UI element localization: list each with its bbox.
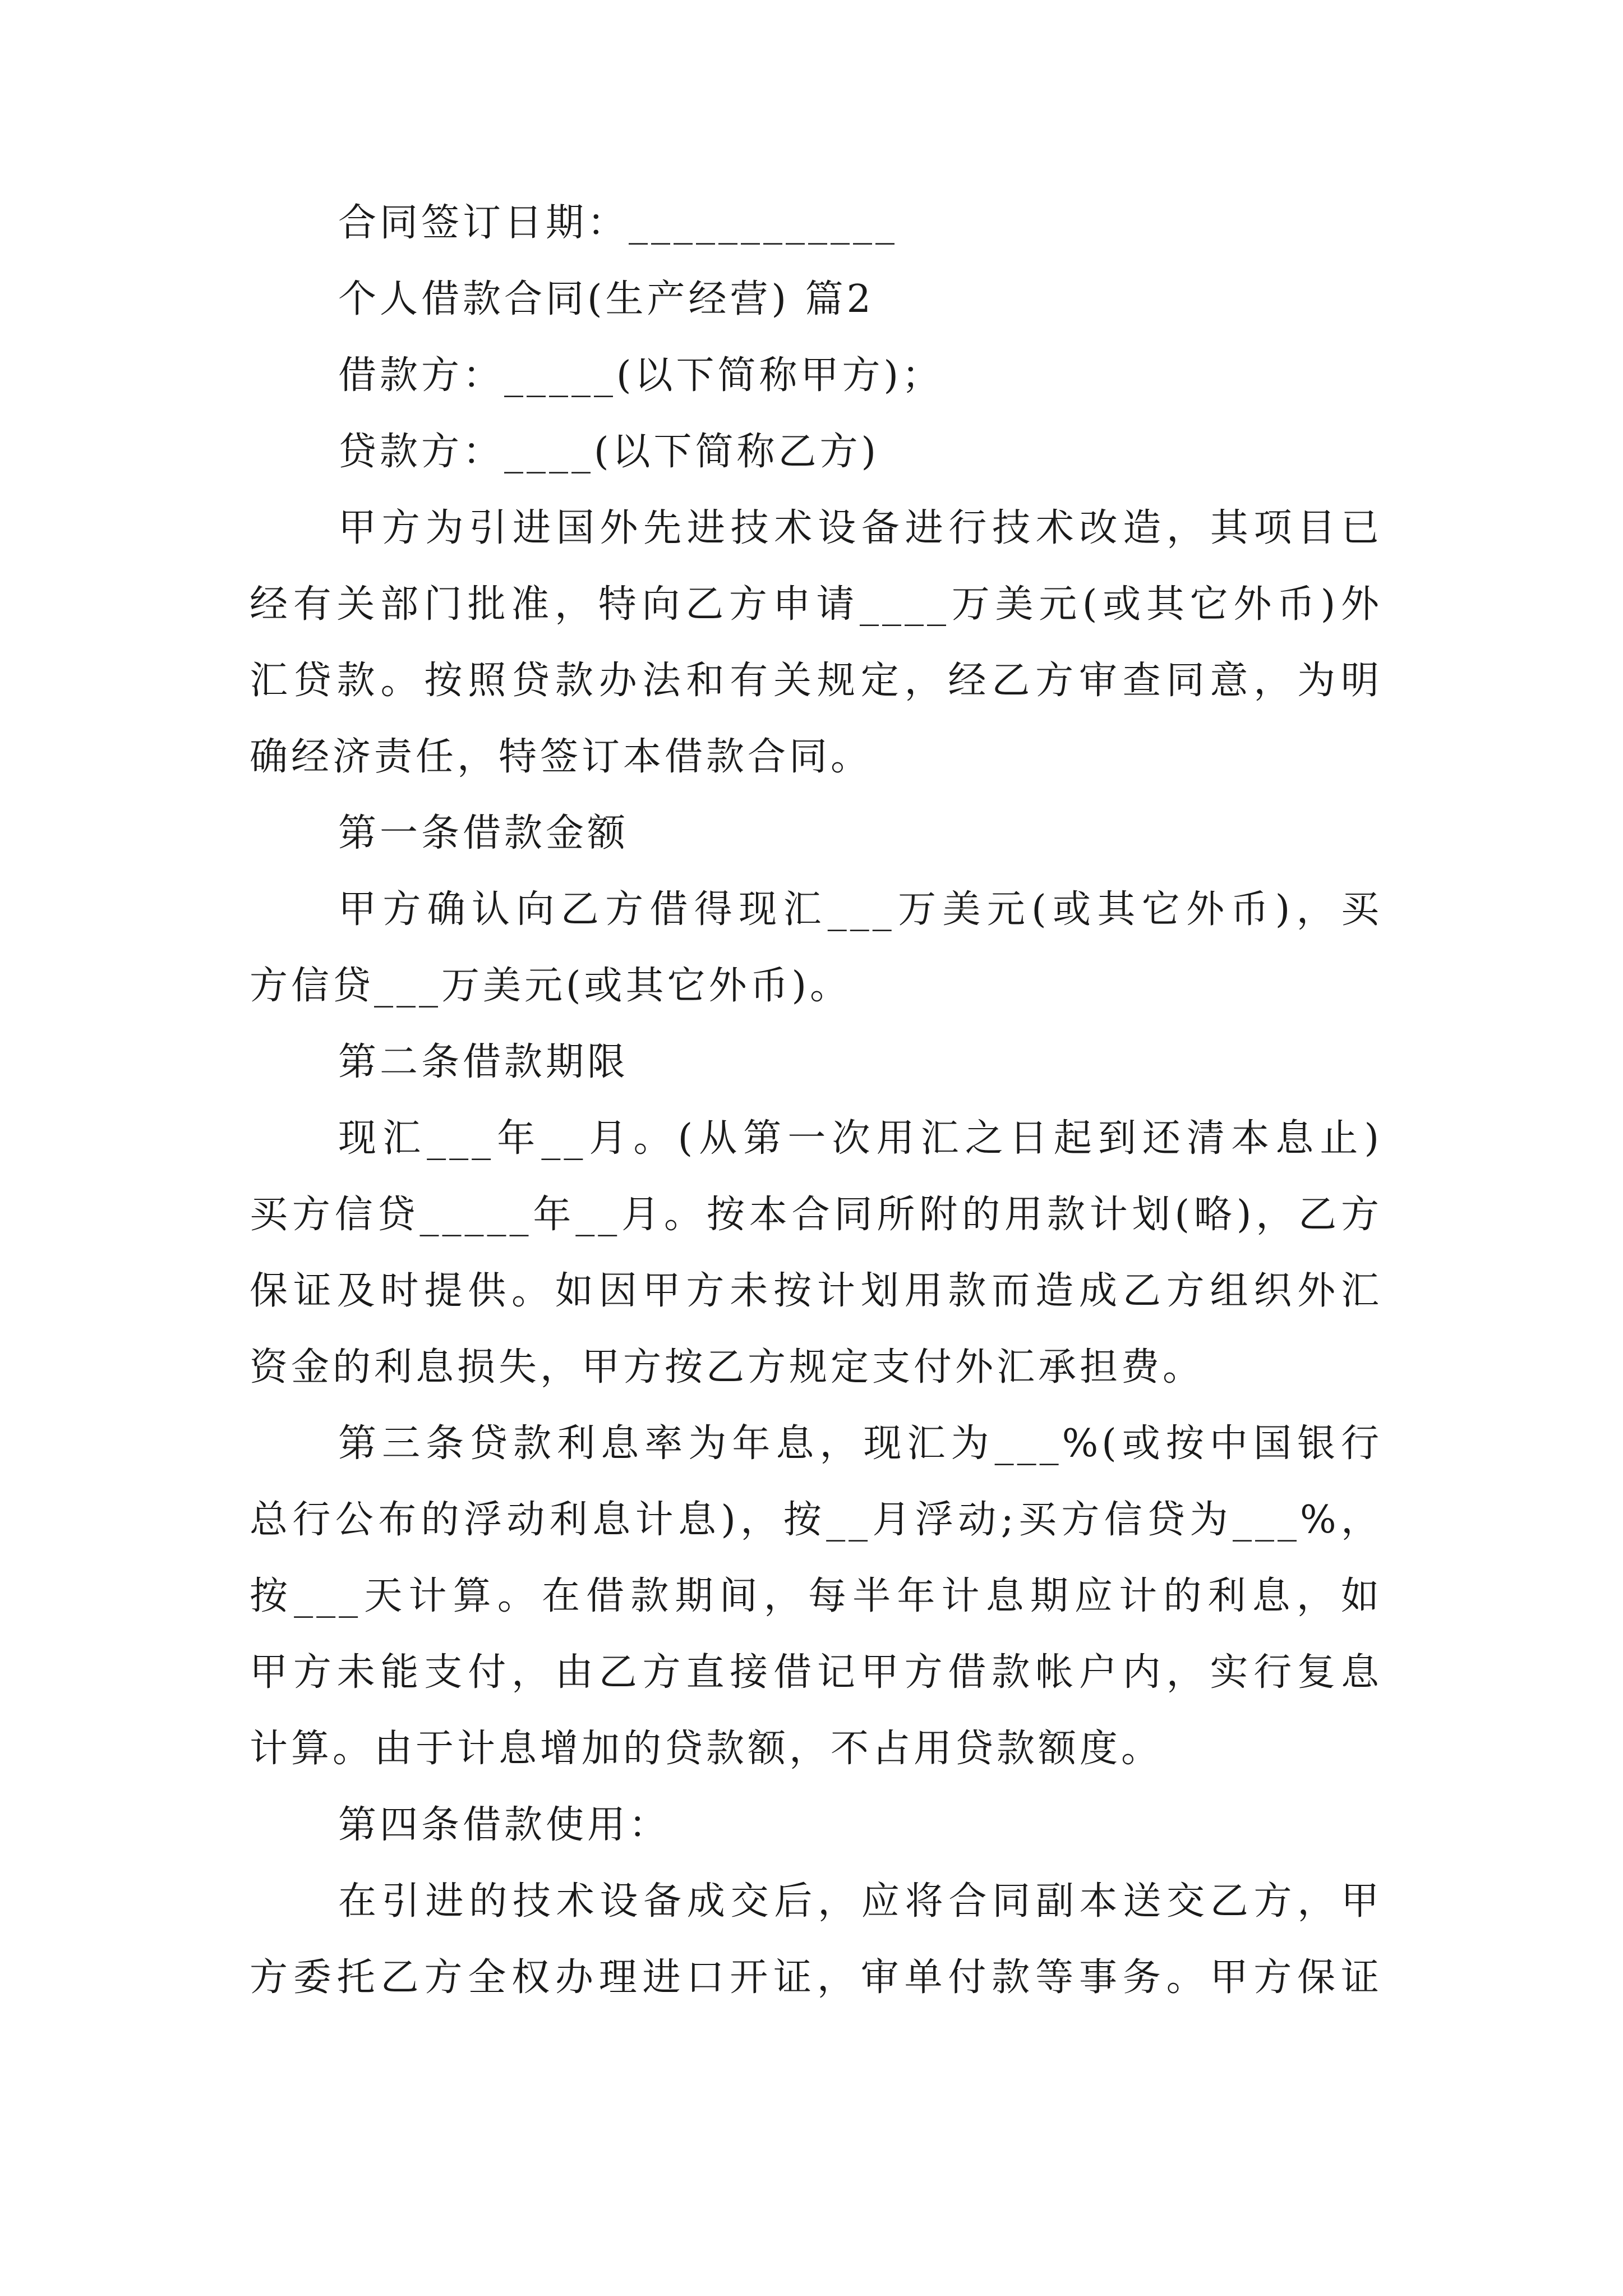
document-line: 方信贷___万美元(或其它外币)。 [250,964,852,1008]
document-line: 资金的利息损失，甲方按乙方规定支付外汇承担费。 [250,1345,1205,1389]
document-line: 保证及时提供。如因甲方未按计划用款而造成乙方组织外汇 [250,1269,1382,1313]
document-line: 在引进的技术设备成交后，应将合同副本送交乙方，甲 [338,1879,1382,1924]
document-line: 方委托乙方全权办理进口开证，审单付款等事务。甲方保证 [250,1955,1382,2000]
document-line: 按___天计算。在借款期间，每半年计息期应计的利息，如 [250,1574,1382,1618]
document-line: 现汇___年__月。(从第一次用汇之日起到还清本息止) [338,1116,1382,1161]
document-line: 个人借款合同(生产经营) 篇2 [338,277,874,321]
document-line: 第四条借款使用： [338,1803,671,1847]
document-line: 甲方确认向乙方借得现汇___万美元(或其它外币)，买 [338,887,1382,932]
document-line: 借款方：_____(以下简称甲方)； [338,353,944,398]
document-line: 计算。由于计息增加的贷款额，不占用贷款额度。 [250,1727,1163,1771]
document-line: 汇贷款。按照贷款办法和有关规定，经乙方审查同意，为明 [250,659,1382,703]
document-line: 确经济责任，特签订本借款合同。 [250,735,873,779]
document-line: 甲方为引进国外先进技术设备进行技术改造，其项目已 [338,506,1382,550]
document-line: 贷款方：____(以下简称乙方) [338,430,880,474]
document-line: 买方信贷_____年__月。按本合同所附的用款计划(略)，乙方 [250,1193,1382,1237]
contract-text [250,185,1382,2016]
document-line: 第一条借款金额 [338,811,629,855]
document-line: 甲方未能支付，由乙方直接借记甲方借款帐户内，实行复息 [250,1650,1382,1695]
document-line: 经有关部门批准，特向乙方申请____万美元(或其它外币)外 [250,582,1382,627]
document-line: 合同签订日期：____________ [338,201,898,245]
document-line: 第三条贷款利息率为年息，现汇为___%(或按中国银行 [338,1421,1382,1466]
document-line: 第二条借款期限 [338,1040,629,1084]
document-line: 总行公布的浮动利息计息)，按__月浮动;买方信贷为___%， [250,1498,1382,1542]
